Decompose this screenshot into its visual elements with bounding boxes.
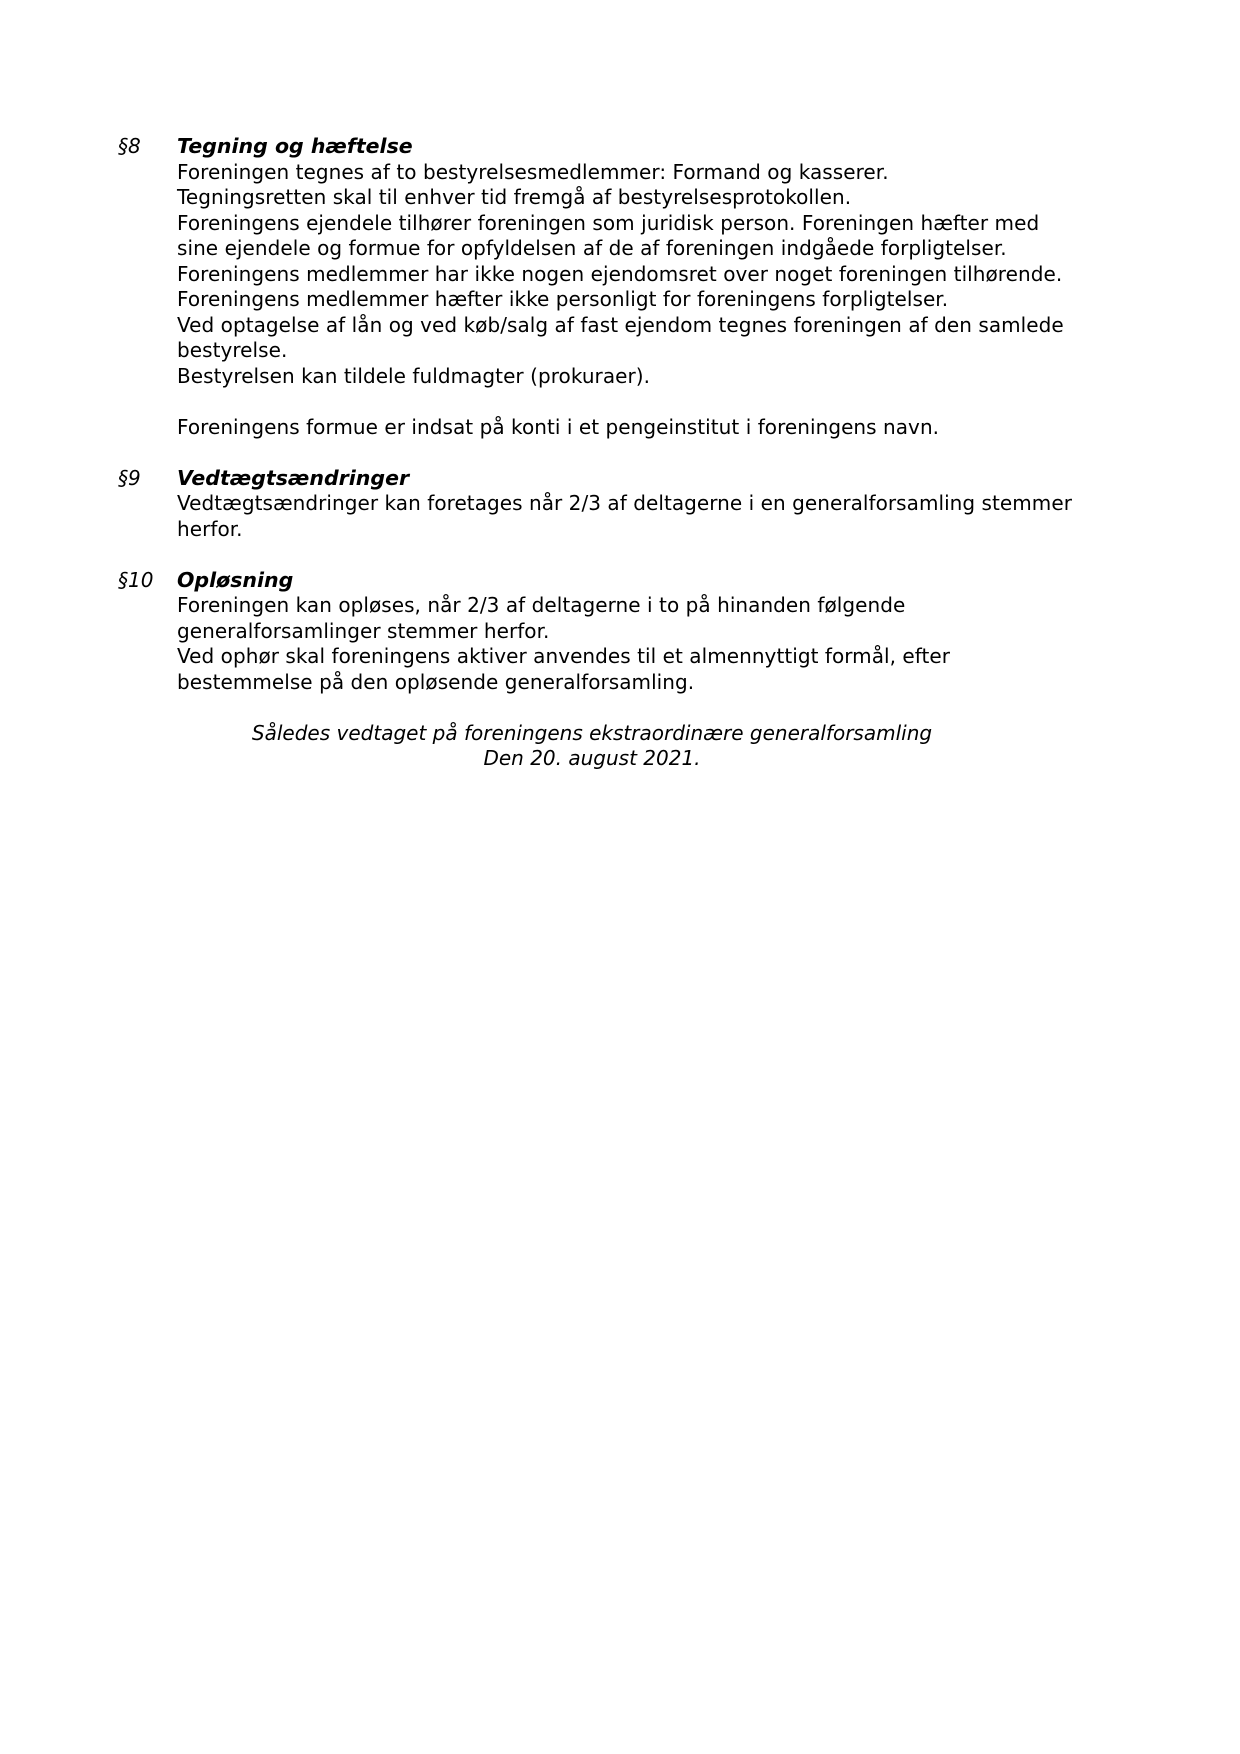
- section-line: Vedtægtsændringer kan foretages når 2/3 af deltagerne i en generalforsamling stemmer: [177, 491, 1072, 515]
- section-line: herfor.: [177, 516, 243, 541]
- section-body: [177, 568, 1128, 696]
- section-line: bestyrelse.: [177, 338, 288, 362]
- section-title: Opløsning: [177, 567, 294, 592]
- section-title: Tegning og hæftelse: [177, 134, 413, 158]
- section-line: sine ejendele og formue for opfyldelsen af de af foreningen indgåede forpligtelser.: [177, 236, 1007, 260]
- closing-line-adoption: Således vedtaget på foreningens ekstraordinære generalforsamling: [251, 720, 933, 745]
- document-content: [118, 134, 1128, 772]
- section-body: [177, 466, 1128, 543]
- section-line: Bestyrelsen kan tildele fuldmagter (prokuraer).: [177, 363, 651, 388]
- section-line: Foreningen kan opløses, når 2/3 af deltagerne i to på hinanden følgende: [177, 593, 906, 617]
- section-line: Foreningen tegnes af to bestyrelsesmedlemmer: Formand og kasserer.: [177, 159, 889, 184]
- closing-line-date: Den 20. august 2021.: [483, 746, 701, 770]
- section-10: [118, 568, 1128, 696]
- closing-statement: [177, 721, 1007, 772]
- section-number: §9: [118, 465, 141, 490]
- section-number: §10: [118, 567, 154, 592]
- section-line: generalforsamlinger stemmer herfor.: [177, 618, 550, 643]
- section-8: [118, 134, 1128, 440]
- section-body: [177, 134, 1128, 440]
- section-line: Foreningens medlemmer har ikke nogen ejendomsret over noget foreningen tilhørende.: [177, 261, 1063, 286]
- section-9: [118, 466, 1128, 543]
- section-line: Ved optagelse af lån og ved køb/salg af fast ejendom tegnes foreningen af den samlede: [177, 312, 1064, 337]
- section-line: Ved ophør skal foreningens aktiver anvendes til et almennyttigt formål, efter: [177, 644, 951, 668]
- section-line: Foreningens medlemmer hæfter ikke personligt for foreningens forpligtelser.: [177, 287, 949, 311]
- section-paragraph: Foreningens formue er indsat på konti i et pengeinstitut i foreningens navn.: [177, 414, 940, 439]
- section-line: Tegningsretten skal til enhver tid fremgå af bestyrelsesprotokollen.: [177, 185, 852, 209]
- section-title: Vedtægtsændringer: [177, 465, 410, 490]
- section-line: Foreningens ejendele tilhører foreningen som juridisk person. Foreningen hæfter med: [177, 210, 1040, 235]
- section-line: bestemmelse på den opløsende generalforsamling.: [177, 669, 695, 694]
- section-number: §8: [118, 134, 141, 158]
